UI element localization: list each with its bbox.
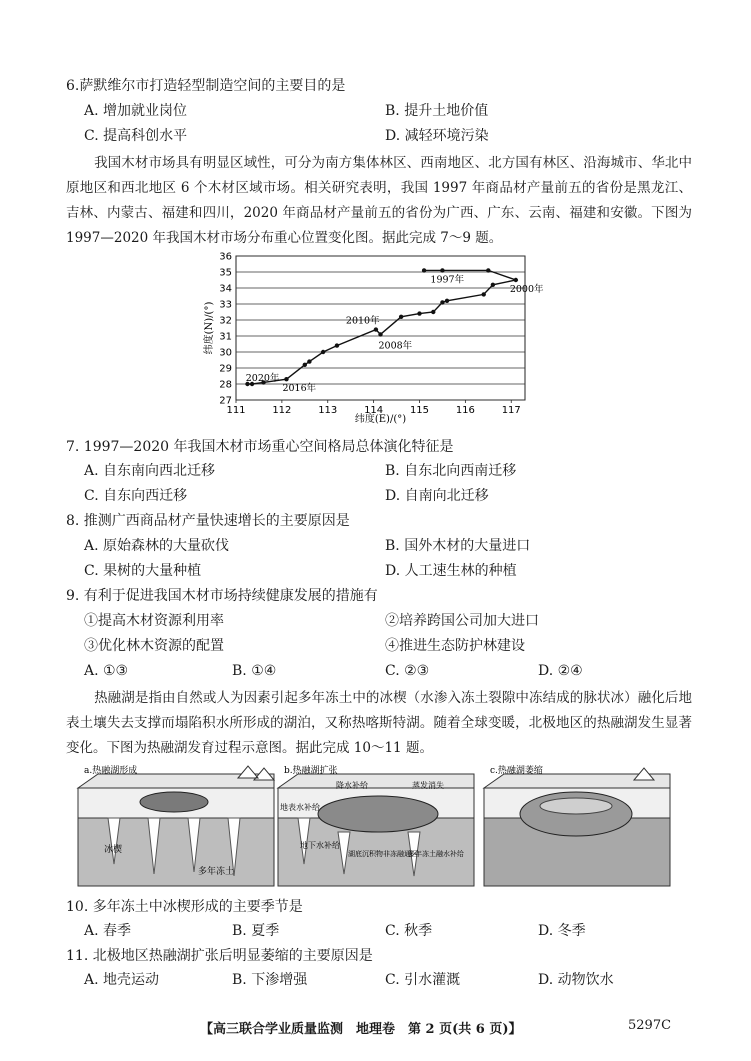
year-annotation: 2000年 <box>509 284 544 295</box>
centroid-point <box>378 332 382 336</box>
x-tick-label: 117 <box>501 405 521 416</box>
q11-option-a: A. 地壳运动 <box>84 972 160 988</box>
centroid-path-line <box>245 270 516 384</box>
centroid-point <box>431 310 435 314</box>
centroid-point <box>321 350 325 354</box>
x-tick-label: 116 <box>455 405 475 416</box>
label-permafrost: 多年冻土 <box>198 867 235 877</box>
footer-title: 【高三联合学业质量监测 地理卷 第 2 页(共 6 页)】 <box>200 1022 522 1037</box>
y-tick-label: 31 <box>219 331 232 343</box>
label-ground: 地下水补给 <box>300 841 340 850</box>
q9-stem: 9. 有利于促进我国木材市场持续健康发展的措施有 <box>66 588 378 604</box>
x-tick-label: 114 <box>364 405 384 416</box>
label-ice-wedge: 冰楔 <box>104 845 123 855</box>
centroid-point <box>491 283 495 287</box>
panel-b-title: b.热融湖扩张 <box>284 766 338 776</box>
centroid-point <box>417 311 421 315</box>
q6-stem: 6.萨默维尔市打造轻型制造空间的主要目的是 <box>66 78 346 94</box>
passage-wood-market-text: 我国木材市场具有明显区域性，可分为南方集体林区、西南地区、北方国有林区、沿海城市、华北中原地区和西北地区 6 个木材区域市场。相关研究表明，我国 1997 年商品材产量前五的省份是黑龙江、吉林、内蒙古、福建和四川，2020 年商品材产量前五的省份为广西、广东、云南、福建和安徽。下图为 1997—2020 年我国木材市场分布重心位置变化图。据此完成 7～9 题。 <box>66 155 692 246</box>
q10-option-d: D. 冬季 <box>538 923 586 939</box>
x-tick-label: 113 <box>318 405 338 416</box>
label-surface: 地表水补给 <box>280 803 320 812</box>
q9-choice-3: ③优化林木资源的配置 <box>84 638 224 654</box>
year-annotation: 2010年 <box>345 315 380 327</box>
centroid-point <box>440 300 444 304</box>
year-annotation: 2008年 <box>378 340 413 352</box>
year-annotation: 2020年 <box>245 373 280 384</box>
q10-option-c: C. 秋季 <box>385 923 433 939</box>
thermokarst-lake-diagram <box>78 764 670 886</box>
y-tick-label: 29 <box>219 363 232 375</box>
q6-option-a: A. 增加就业岗位 <box>84 103 188 119</box>
y-tick-label: 28 <box>219 379 232 391</box>
q11-option-b: B. 下渗增强 <box>232 972 308 988</box>
year-annotation: 1997年 <box>430 274 465 286</box>
passage-thermokarst-text: 热融湖是指由自然或人为因素引起多年冻土中的冰楔（水渗入冻土裂隙中冻结成的脉状冰）融化后地表土壤失去支撑而塌陷积水所形成的湖泊，又称热喀斯特湖。随着全球变暖，北极地区的热融湖发生显著变化。下图为热融湖发育过程示意图。据此完成 10～11 题。 <box>66 690 692 756</box>
panel-c <box>484 764 670 886</box>
passage-wood-market <box>66 151 692 251</box>
q7-option-a: A. 自东南向西北迁移 <box>84 463 216 479</box>
centroid-point <box>399 315 403 319</box>
label-talik: 湖底沉积物非冻融通区 <box>348 850 418 858</box>
q6-option-d: D. 减轻环境污染 <box>385 128 489 144</box>
y-tick-label: 27 <box>219 395 232 407</box>
label-rain: 降水补给 <box>336 781 368 790</box>
x-tick-label: 112 <box>272 405 292 416</box>
q8-option-b: B. 国外木材的大量进口 <box>385 538 531 554</box>
wood-market-centroid-chart <box>200 250 544 430</box>
q9-choice-2: ②培养跨国公司加大进口 <box>385 613 539 629</box>
panel-c-title: c.热融湖萎缩 <box>490 766 543 776</box>
q7-option-d: D. 自南向北迁移 <box>385 488 489 504</box>
q10-option-b: B. 夏季 <box>232 923 280 939</box>
chart-svg <box>200 250 544 430</box>
q9-option-a: A. ①③ <box>84 663 129 679</box>
year-annotation: 2016年 <box>282 383 317 395</box>
q9-option-b: B. ①④ <box>232 663 277 679</box>
q9-choice-4: ④推进生态防护林建设 <box>385 638 525 654</box>
q9-option-c: C. ②③ <box>385 663 430 679</box>
panel-a <box>78 764 274 886</box>
panel-a-title: a.热融湖形成 <box>84 766 138 776</box>
q9-option-d: D. ②④ <box>538 663 583 679</box>
passage-thermokarst <box>66 686 692 761</box>
y-tick-label: 32 <box>219 315 232 327</box>
centroid-point <box>440 268 444 272</box>
q9-choice-1: ①提高木材资源利用率 <box>84 613 224 629</box>
q8-option-d: D. 人工速生林的种植 <box>385 563 517 579</box>
centroid-point <box>514 278 518 282</box>
q7-stem: 7. 1997—2020 年我国木材市场重心空间格局总体演化特征是 <box>66 439 454 455</box>
q6-option-b: B. 提升土地价值 <box>385 103 489 119</box>
y-tick-label: 34 <box>219 283 232 295</box>
y-tick-label: 36 <box>219 251 232 263</box>
q8-option-a: A. 原始森林的大量砍伐 <box>84 538 230 554</box>
label-evap: 蒸发消失 <box>412 781 444 790</box>
x-tick-label: 111 <box>226 405 246 416</box>
q11-option-d: D. 动物饮水 <box>538 972 614 988</box>
q7-option-c: C. 自东向西迁移 <box>84 488 188 504</box>
centroid-point <box>335 343 339 347</box>
q10-option-a: A. 春季 <box>84 923 132 939</box>
centroid-point <box>422 268 426 272</box>
x-axis-label: 纬度(E)/(°) <box>354 414 407 425</box>
centroid-point <box>374 327 378 331</box>
q7-option-b: B. 自东北向西南迁移 <box>385 463 517 479</box>
x-tick-label: 115 <box>409 405 430 416</box>
panel-b <box>278 764 474 886</box>
q8-stem: 8. 推测广西商品材产量快速增长的主要原因是 <box>66 513 350 529</box>
q6-option-c: C. 提高科创水平 <box>84 128 188 144</box>
label-melt: 多年冻土融水补给 <box>408 850 464 858</box>
y-tick-label: 33 <box>219 299 232 311</box>
centroid-point <box>482 292 486 296</box>
y-tick-label: 30 <box>219 347 232 359</box>
footer-code: 5297C <box>628 1018 672 1033</box>
q11-stem: 11. 北极地区热融湖扩张后明显萎缩的主要原因是 <box>66 948 373 964</box>
q8-option-c: C. 果树的大量种植 <box>84 563 202 579</box>
y-tick-label: 35 <box>219 267 232 279</box>
centroid-point <box>307 359 311 363</box>
q10-stem: 10. 多年冻土中冰楔形成的主要季节是 <box>66 899 303 915</box>
diagram-svg <box>78 764 670 886</box>
centroid-point <box>303 363 307 367</box>
q11-option-c: C. 引水灌溉 <box>385 972 461 988</box>
centroid-point <box>445 299 449 303</box>
y-axis-label: 纬度(N)/(°) <box>204 301 215 355</box>
centroid-point <box>486 268 490 272</box>
centroid-point <box>284 377 288 381</box>
